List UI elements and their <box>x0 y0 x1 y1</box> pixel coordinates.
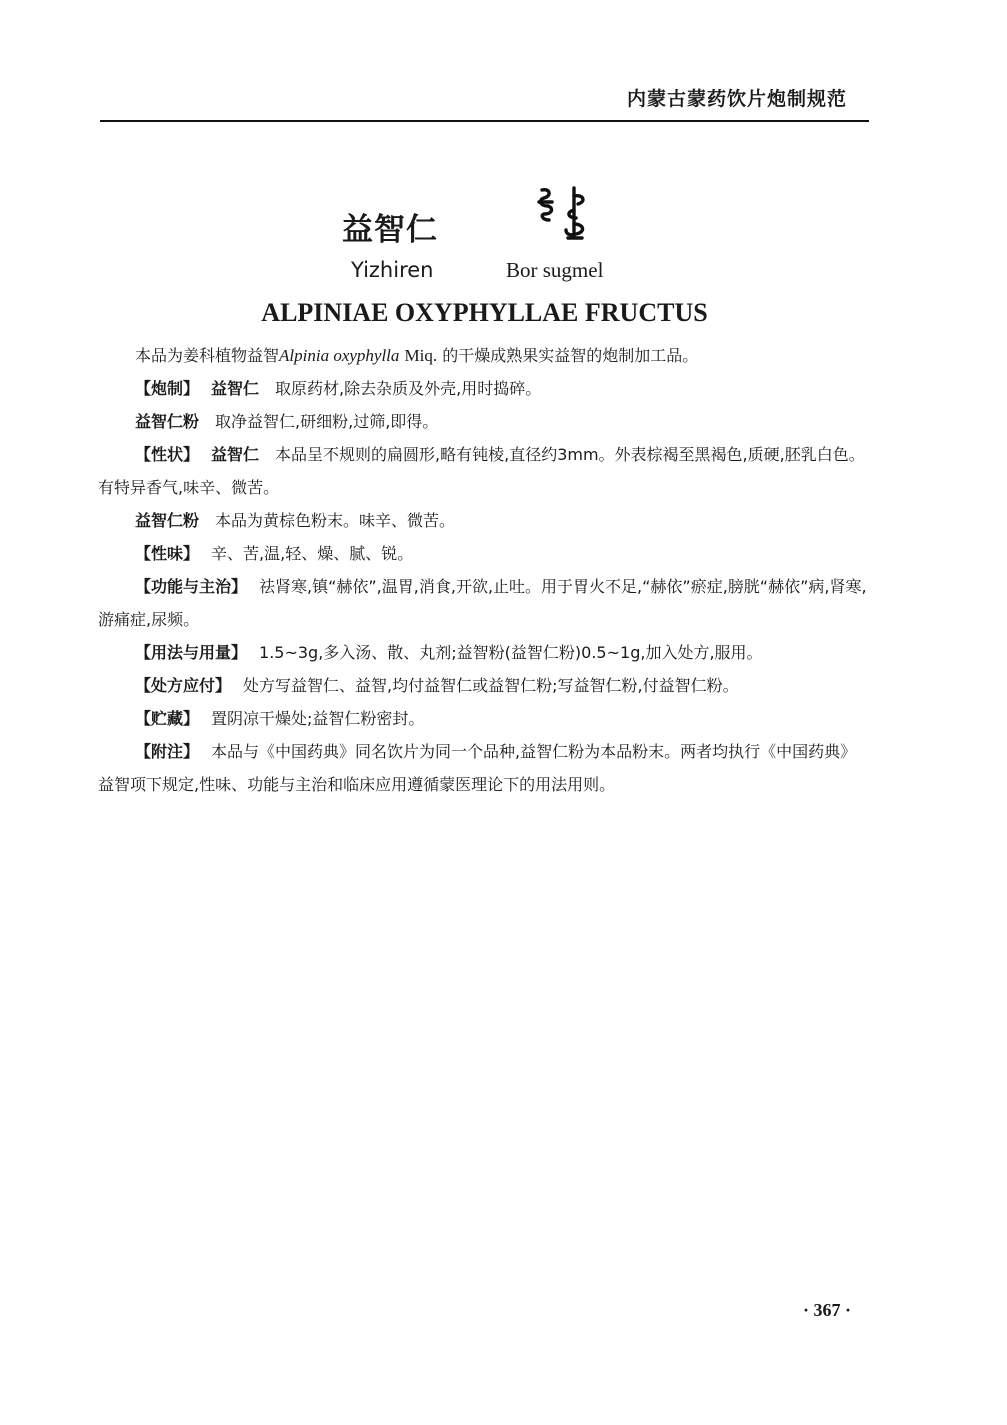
mongolian-script-title <box>532 184 594 246</box>
prescription-text: 处方写益智仁、益智,均付益智仁或益智仁粉;写益智仁粉,付益智仁粉。 <box>243 676 739 695</box>
character-text-powder: 本品为黄棕色粉末。味辛、微苦。 <box>215 511 456 530</box>
character-sub-whole: 益智仁 <box>211 445 260 464</box>
processing-section <box>98 372 868 405</box>
storage-section <box>98 702 868 735</box>
source-text-pre: 本品为姜科植物益智 <box>135 346 280 365</box>
usage-text: 1.5~3g,多入汤、散、丸剂;益智粉(益智仁粉)0.5~1g,加入处方,服用。 <box>259 643 763 662</box>
processing-powder-paragraph <box>98 405 868 438</box>
character-sub-powder: 益智仁粉 <box>135 511 200 530</box>
function-label: 【功能与主治】 <box>135 577 248 596</box>
storage-label: 【贮藏】 <box>135 709 200 728</box>
taste-label: 【性味】 <box>135 544 200 563</box>
character-text-whole: 本品呈不规则的扁圆形,略有钝棱,直径约3mm。外表棕褐至黑褐色,质硬,胚乳白色。有特异香气,味辛、微苦。 <box>98 445 865 497</box>
processing-sub-powder: 益智仁粉 <box>135 412 200 431</box>
note-label: 【附注】 <box>135 742 200 761</box>
source-text-post: 的干燥成熟果实益智的炮制加工品。 <box>442 346 699 365</box>
entry-mongolian-transliteration: Bor sugmel <box>506 258 604 282</box>
page-number: · 367 · <box>802 1300 851 1320</box>
storage-text: 置阴凉干燥处;益智仁粉密封。 <box>211 709 425 728</box>
usage-section <box>98 636 868 669</box>
function-section <box>98 570 868 636</box>
entry-title-chinese: 益智仁 <box>342 212 438 248</box>
source-species-name: Alpinia oxyphylla <box>279 346 400 365</box>
prescription-section <box>98 669 868 702</box>
function-text: 祛肾寒,镇“赫依”,温胃,消食,开欲,止吐。用于胃火不足,“赫依”瘀症,膀胱“赫依”病,肾寒,游痛症,尿频。 <box>98 577 867 629</box>
usage-label: 【用法与用量】 <box>135 643 248 662</box>
processing-text-whole: 取原药材,除去杂质及外壳,用时捣碎。 <box>275 379 542 398</box>
entry-latin-name: ALPINIAE OXYPHYLLAE FRUCTUS <box>261 298 708 327</box>
entry-pinyin: Yizhiren <box>351 258 434 282</box>
character-powder-paragraph <box>98 504 868 537</box>
running-header-title: 内蒙古蒙药饮片炮制规范 <box>626 88 847 110</box>
note-section <box>98 735 868 801</box>
prescription-label: 【处方应付】 <box>135 676 232 695</box>
taste-text: 辛、苦,温,轻、燥、腻、锐。 <box>211 544 414 563</box>
source-paragraph <box>98 339 868 372</box>
monograph-body <box>98 339 868 801</box>
processing-sub-whole: 益智仁 <box>211 379 260 398</box>
note-text: 本品与《中国药典》同名饮片为同一个品种,益智仁粉为本品粉末。两者均执行《中国药典》益智项下规定,性味、功能与主治和临床应用遵循蒙医理论下的用法用则。 <box>98 742 857 794</box>
character-section <box>98 438 868 504</box>
processing-label: 【炮制】 <box>135 379 200 398</box>
header-rule <box>100 120 869 122</box>
processing-text-powder: 取净益智仁,研细粉,过筛,即得。 <box>215 412 439 431</box>
taste-section <box>98 537 868 570</box>
character-label: 【性状】 <box>135 445 200 464</box>
source-author: Miq. <box>404 346 438 365</box>
